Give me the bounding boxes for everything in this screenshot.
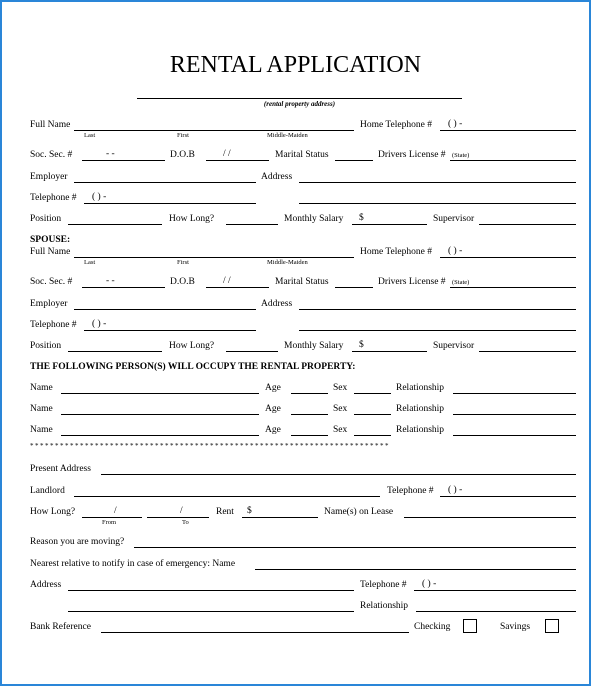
full-name-label: Full Name [30,120,71,130]
occupant-sex-label: Sex [333,404,348,414]
occupant-relationship-label: Relationship [396,383,445,393]
spouse-state-caption: (State) [452,279,470,286]
landlord-label: Landlord [30,486,65,496]
bank-reference-field[interactable] [101,632,409,633]
spouse-position-label: Position [30,341,62,351]
spouse-position-field[interactable] [68,351,162,352]
spouse-supervisor-label: Supervisor [433,341,475,351]
spouse-soc-sec-field[interactable] [82,287,165,288]
occupant-relationship-field[interactable] [453,393,576,394]
from-mask: / [114,506,117,516]
rent-label: Rent [216,507,234,517]
how-long-field[interactable] [226,224,278,225]
state-caption: (State) [452,152,470,159]
spouse-salary-dollar: $ [359,340,364,350]
spouse-full-name-field[interactable] [74,257,354,258]
spouse-drivers-license-label: Drivers License # [378,277,446,287]
spouse-supervisor-field[interactable] [479,351,576,352]
spouse-home-telephone-label: Home Telephone # [360,247,432,257]
salary-dollar: $ [359,213,364,223]
full-name-field[interactable] [74,130,354,131]
spouse-employer-label: Employer [30,299,68,309]
bank-reference-label: Bank Reference [30,622,91,632]
relative-telephone-mask: ( ) - [422,579,437,589]
ssn-mask: - - [106,149,115,159]
spouse-monthly-salary-field[interactable] [352,351,427,352]
position-label: Position [30,214,62,224]
relative-telephone-field[interactable] [414,590,576,591]
spouse-how-long-label: How Long? [169,341,215,351]
nearest-relative-label: Nearest relative to notify in case of emergency: Name [30,559,236,569]
occupants-heading: THE FOLLOWING PERSON(S) WILL OCCUPY THE RENTAL PROPERTY: [30,362,356,372]
marital-status-label: Marital Status [275,150,329,160]
supervisor-field[interactable] [479,224,576,225]
from-caption: From [102,519,117,526]
occupant-age-label: Age [265,404,281,414]
occupant-name-label: Name [30,383,53,393]
to-mask: / [180,506,183,516]
form-title: RENTAL APPLICATION [169,52,422,78]
from-field[interactable] [82,517,142,518]
property-address-caption: (rental property address) [263,100,336,108]
occupant-sex-field[interactable] [354,435,391,436]
telephone-field[interactable] [84,203,256,204]
occupant-name-field[interactable] [61,393,259,394]
spouse-middle-caption: Middle-Maiden [267,259,308,266]
reason-moving-field[interactable] [134,547,576,548]
dob-mask: / / [223,149,231,159]
spouse-first-caption: First [177,259,189,266]
supervisor-label: Supervisor [433,214,475,224]
names-on-lease-label: Name(s) on Lease [324,507,394,517]
reason-moving-label: Reason you are moving? [30,537,125,547]
checking-label: Checking [414,622,451,632]
spouse-heading: SPOUSE: [30,235,71,245]
occupant-sex-label: Sex [333,383,348,393]
occupant-sex-field[interactable] [354,393,391,394]
occupant-age-field[interactable] [291,414,328,415]
relative-address-label: Address [30,580,62,590]
dob-field[interactable] [206,160,269,161]
relative-relationship-field[interactable] [416,611,576,612]
telephone-mask: ( ) - [92,192,107,202]
occupant-relationship-label: Relationship [396,404,445,414]
middle-caption: Middle-Maiden [267,132,308,139]
names-on-lease-field[interactable] [404,517,576,518]
drivers-license-label: Drivers License # [378,150,446,160]
landlord-field[interactable] [74,496,380,497]
occupant-age-label: Age [265,425,281,435]
monthly-salary-label: Monthly Salary [284,214,344,224]
address-field[interactable] [299,182,576,183]
occupant-name-label: Name [30,425,53,435]
savings-checkbox[interactable] [545,619,559,633]
relative-telephone-label: Telephone # [360,580,407,590]
present-address-field[interactable] [101,474,576,475]
occupant-relationship-label: Relationship [396,425,445,435]
spouse-ssn-mask: - - [106,276,115,286]
spouse-address-field-2[interactable] [299,330,576,331]
property-address-line[interactable] [137,98,462,99]
spouse-marital-status-field[interactable] [335,287,373,288]
spouse-employer-field[interactable] [74,309,256,310]
nearest-relative-field[interactable] [255,569,576,570]
occupant-name-field[interactable] [61,414,259,415]
marital-status-field[interactable] [335,160,373,161]
spouse-marital-status-label: Marital Status [275,277,329,287]
to-caption: To [182,519,189,526]
position-field[interactable] [68,224,162,225]
residence-how-long-label: How Long? [30,507,76,517]
asterisk-divider: ************************************************************************ [30,442,390,450]
soc-sec-label: Soc. Sec. # [30,150,73,160]
dob-label: D.O.B [170,150,195,160]
spouse-home-telephone-mask: ( ) - [448,246,463,256]
occupant-sex-field[interactable] [354,414,391,415]
how-long-label: How Long? [169,214,215,224]
landlord-telephone-label: Telephone # [387,486,434,496]
relative-relationship-label: Relationship [360,601,409,611]
spouse-telephone-label: Telephone # [30,320,77,330]
address-field-2[interactable] [299,203,576,204]
occupant-name-label: Name [30,404,53,414]
spouse-full-name-label: Full Name [30,247,71,257]
home-telephone-field[interactable] [440,130,576,131]
spouse-address-field[interactable] [299,309,576,310]
rent-dollar: $ [247,506,252,516]
spouse-how-long-field[interactable] [226,351,278,352]
occupant-relationship-field[interactable] [453,435,576,436]
last-caption: Last [84,132,96,139]
home-telephone-label: Home Telephone # [360,120,432,130]
employer-field[interactable] [74,182,256,183]
spouse-telephone-mask: ( ) - [92,319,107,329]
spouse-soc-sec-label: Soc. Sec. # [30,277,73,287]
spouse-drivers-license-field[interactable] [450,287,576,288]
landlord-telephone-mask: ( ) - [448,485,463,495]
checking-checkbox[interactable] [463,619,477,633]
spouse-monthly-salary-label: Monthly Salary [284,341,344,351]
occupant-age-label: Age [265,383,281,393]
spouse-address-label: Address [261,299,293,309]
to-field[interactable] [147,517,209,518]
occupant-name-field[interactable] [61,435,259,436]
occupant-relationship-field[interactable] [453,414,576,415]
soc-sec-field[interactable] [82,160,165,161]
present-address-label: Present Address [30,464,91,474]
savings-label: Savings [500,622,531,632]
telephone-label: Telephone # [30,193,77,203]
home-telephone-mask: ( ) - [448,119,463,129]
spouse-dob-label: D.O.B [170,277,195,287]
landlord-telephone-field[interactable] [440,496,576,497]
occupant-age-field[interactable] [291,393,328,394]
rent-field[interactable] [242,517,318,518]
employer-label: Employer [30,172,68,182]
spouse-dob-mask: / / [223,276,231,286]
spouse-last-caption: Last [84,259,96,266]
occupant-sex-label: Sex [333,425,348,435]
drivers-license-field[interactable] [450,160,576,161]
spouse-home-telephone-field[interactable] [440,257,576,258]
spouse-dob-field[interactable] [206,287,269,288]
spouse-telephone-field[interactable] [84,330,256,331]
first-caption: First [177,132,189,139]
relative-address-field-2[interactable] [68,611,354,612]
monthly-salary-field[interactable] [352,224,427,225]
relative-address-field[interactable] [68,590,354,591]
occupant-age-field[interactable] [291,435,328,436]
address-label: Address [261,172,293,182]
